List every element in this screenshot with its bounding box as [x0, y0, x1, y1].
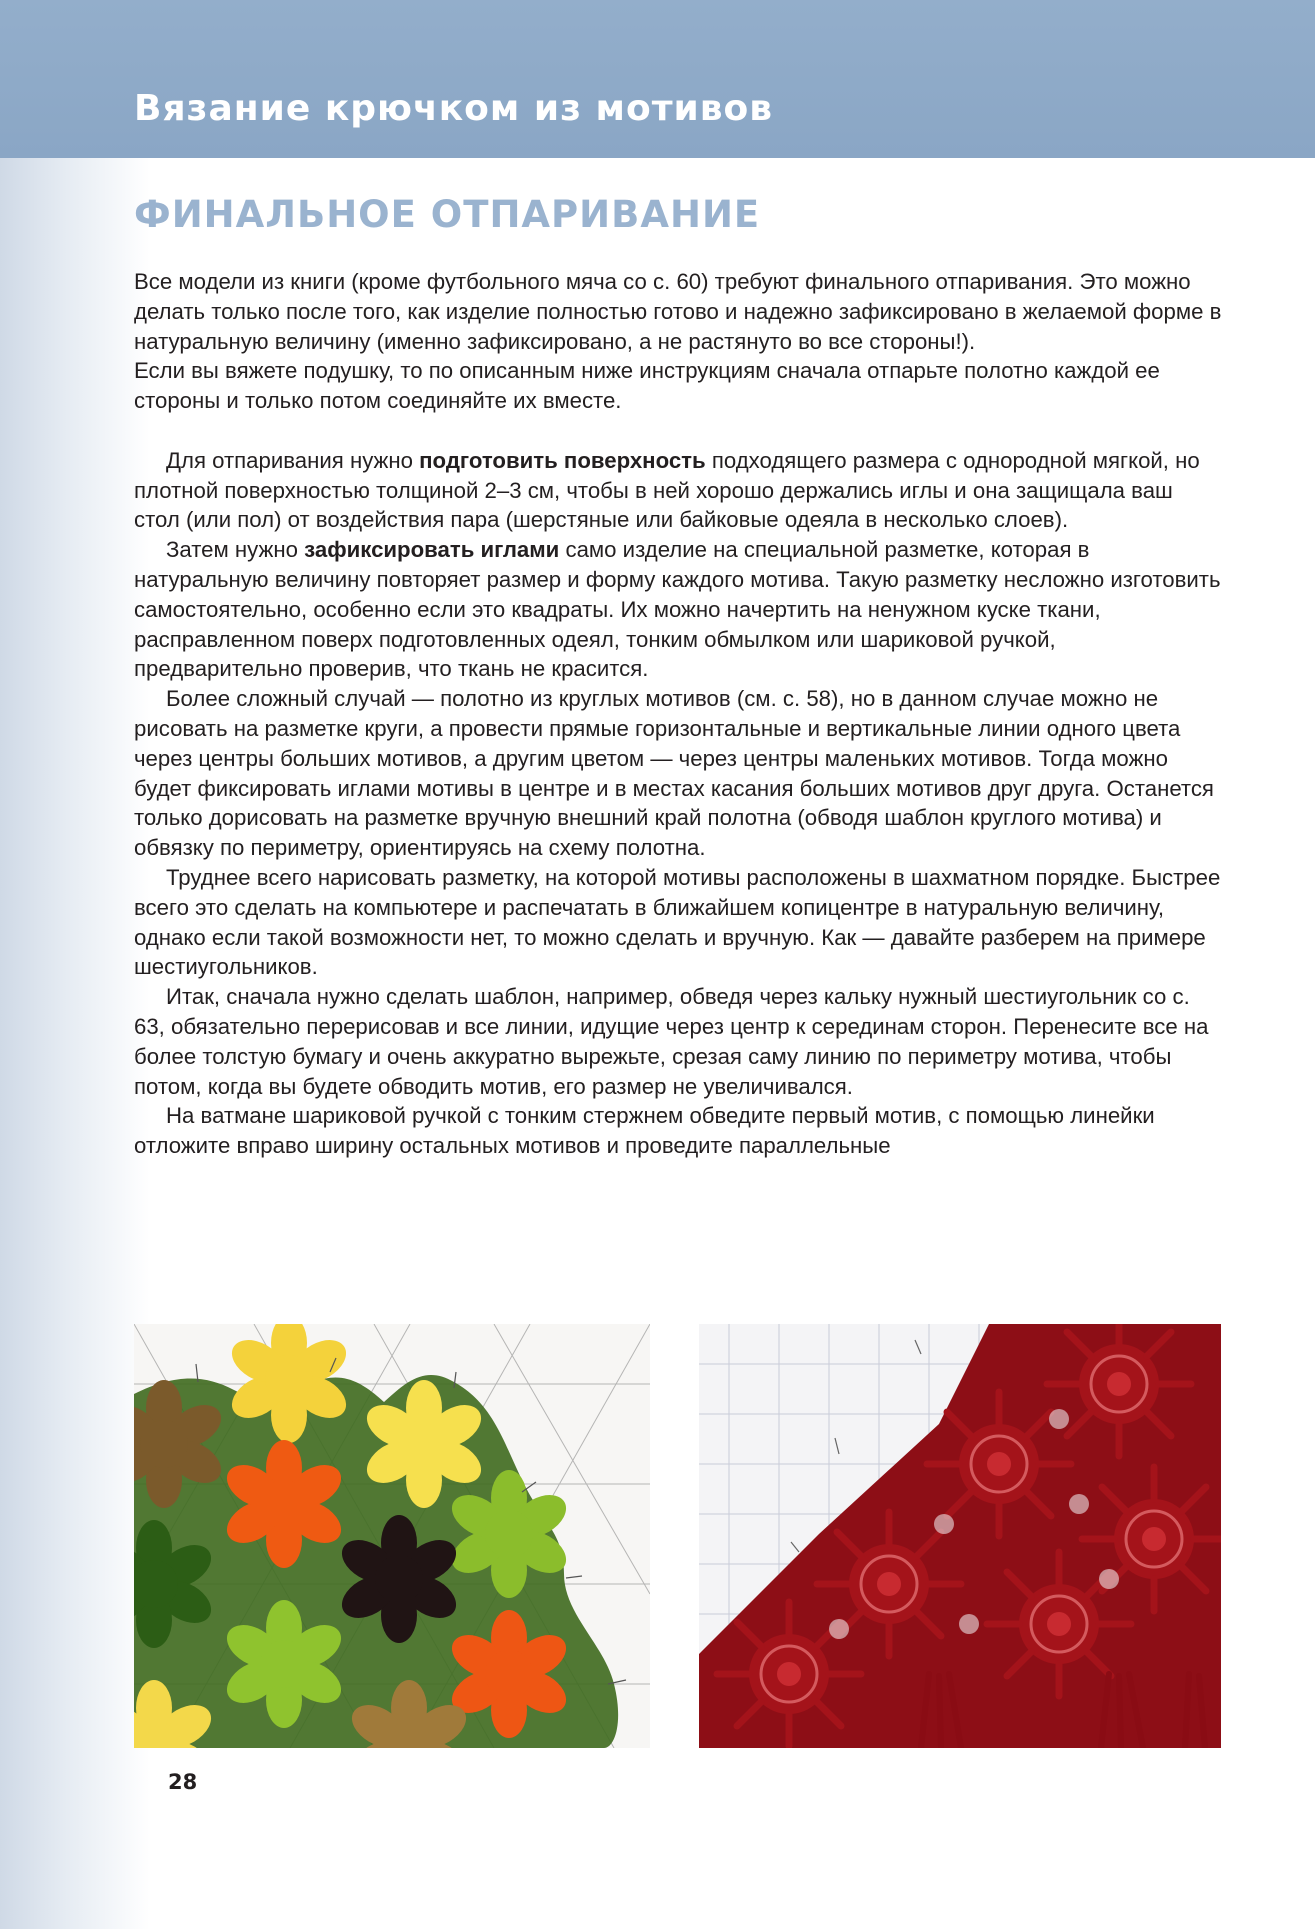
page-number: 28 — [168, 1770, 198, 1794]
text-run: Затем нужно — [166, 537, 305, 563]
paragraph: Если вы вяжете подушку, то по описанным ниже инструкциям сначала отпарьте полотно каждой ее стороны и только потом соединяйте их вместе. — [134, 358, 1160, 414]
photo-hexagon-motifs — [134, 1324, 650, 1748]
section-heading: ФИНАЛЬНОЕ ОТПАРИВАНИЕ — [134, 193, 761, 236]
text-run: само изделие на специальной разметке, которая в натуральную величину повторяет размер и форму каждого мотива. Такую разметку несложно изготовить самостоятельно, особенно если это квадраты. Их можно начертить на ненужном куске ткани, расправленном поверх подготовленных одеял, тонким обмылком или шариковой ручкой, предварительно проверив, что ткань не красится. — [134, 537, 1221, 682]
paragraph: Все модели из книги (кроме футбольного мяча со с. 60) требуют финального отпаривания. Это можно делать только после того, как изделие полностью готово и надежно зафиксировано в желаемой форме в натуральную величину (именно зафиксировано, а не растянуто во все стороны!). — [134, 269, 1222, 354]
paragraph: Итак, сначала нужно сделать шаблон, например, обведя через кальку нужный шестиугольник со с. 63, обязательно перерисовав и все линии, идущие через центр к серединам сторон. Перенесите все на более толстую бумагу и очень аккуратно вырежьте, срезая саму линию по периметру мотива, чтобы потом, когда вы будете обводить мотив, его размер не увеличивался. — [134, 984, 1209, 1099]
photo-red-lace — [699, 1324, 1221, 1748]
text-run: Для отпаривания нужно — [166, 447, 420, 473]
paragraph: Труднее всего нарисовать разметку, на которой мотивы расположены в шахматном порядке. Быстрее всего это сделать на компьютере и распечатать в ближайшем копицентре в натуральную величину, однако если такой возможности нет, то можно сделать и вручную. Как — давайте разберем на примере шестиугольников. — [134, 864, 1221, 980]
bold-phrase: зафиксировать иглами — [304, 537, 560, 563]
running-header — [0, 0, 1315, 158]
paragraph: Более сложный случай — полотно из круглых мотивов (см. с. 58), но в данном случае можно не рисовать на разметке круги, а провести прямые горизонтальные и вертикальные линии одного цвета через центры больших мотивов, а другим цветом — через центры маленьких мотивов. Тогда можно будет фиксировать иглами мотивы в центре и в местах касания больших мотивов друг друга. Останется только дорисовать на разметке вручную внешний край полотна (обводя шаблон круглого мотива) и обвязку по периметру, ориентируясь на схему полотна. — [134, 686, 1214, 861]
left-margin-shade — [0, 158, 150, 1929]
paragraph — [134, 535, 1224, 684]
book-title: Вязание крючком из мотивов — [134, 88, 774, 129]
text-run: подходящего размера с однородной мягкой, но плотной поверхностью толщиной 2–3 см, чтобы в ней хорошо держались иглы и она защищала ваш стол (или пол) от воздействия пара (шерстяные или байковые одеяла в несколько слоев). — [134, 447, 1200, 533]
crochet-hexagon-illustration — [134, 1324, 650, 1748]
bold-phrase: подготовить поверхность — [419, 447, 706, 473]
body-text — [134, 267, 1224, 1161]
crochet-red-lace-illustration — [699, 1324, 1221, 1748]
paragraph-gap — [134, 416, 1224, 446]
paragraph — [134, 446, 1224, 535]
paragraph: На ватмане шариковой ручкой с тонким стержнем обведите первый мотив, с помощью линейки отложите вправо ширину остальных мотивов и проведите параллельные — [134, 1103, 1155, 1159]
